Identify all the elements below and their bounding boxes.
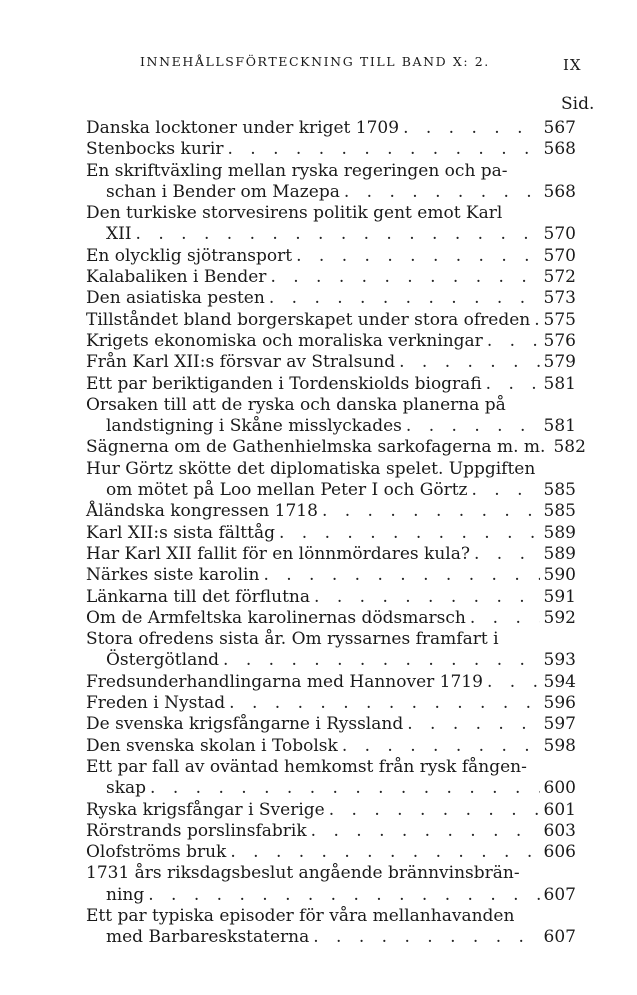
toc-entry-page: 591 bbox=[543, 586, 576, 607]
toc-entry-title: XII bbox=[106, 224, 132, 245]
dot-leader bbox=[471, 480, 539, 501]
toc-entry bbox=[86, 736, 576, 757]
toc-entry-page: 600 bbox=[543, 778, 576, 799]
toc-entry bbox=[86, 416, 576, 437]
page-column-label: Sid. bbox=[561, 94, 595, 114]
toc-entry-title: De svenska krigsfångarne i Ryssland bbox=[86, 714, 404, 735]
dot-leader bbox=[228, 139, 540, 160]
toc-entry-title: Närkes siste karolin bbox=[86, 565, 260, 586]
toc-entry-page: 607 bbox=[543, 884, 576, 905]
toc-entry bbox=[86, 182, 576, 203]
dot-leader bbox=[322, 501, 540, 522]
toc-entry-title: Orsaken till att de ryska och danska planerna på bbox=[86, 394, 506, 415]
dot-leader bbox=[229, 693, 539, 714]
dot-leader bbox=[470, 608, 540, 629]
dot-leader bbox=[313, 927, 539, 948]
toc-entry-title: med Barbareskstaterna bbox=[106, 927, 310, 948]
running-title: INNEHÅLLSFÖRTECKNING TILL BAND X: 2. bbox=[140, 54, 490, 69]
toc-entry bbox=[86, 352, 576, 373]
page-header bbox=[0, 48, 637, 78]
toc-entry bbox=[86, 331, 576, 352]
toc-entry-title: Fredsunderhandlingarna med Hannover 1719 bbox=[86, 671, 483, 692]
toc-entry-page: 582 bbox=[553, 437, 586, 458]
toc-entry bbox=[86, 374, 576, 395]
toc-entry-title: Olofströms bruk bbox=[86, 842, 227, 863]
toc-entry bbox=[86, 800, 576, 821]
dot-leader bbox=[269, 288, 540, 309]
toc-entry-title: Åländska kongressen 1718 bbox=[86, 501, 318, 522]
toc-entry-title: Stenbocks kurir bbox=[86, 139, 224, 160]
toc-entry-page: 589 bbox=[543, 543, 576, 564]
toc-entry bbox=[86, 480, 576, 501]
toc-entry-page: 568 bbox=[543, 139, 576, 160]
toc-entry bbox=[86, 267, 576, 288]
toc-entry-title: Kalabaliken i Bender bbox=[86, 267, 267, 288]
dot-leader bbox=[279, 523, 540, 544]
toc-entry-title: om mötet på Loo mellan Peter I och Görtz bbox=[106, 480, 468, 501]
toc-entry bbox=[86, 587, 576, 608]
toc-entry-title: Hur Görtz skötte det diplomatiska spelet. Uppgiften bbox=[86, 458, 536, 479]
toc-entry-title: Krigets ekonomiska och moraliska verkningar bbox=[86, 330, 483, 351]
dot-leader bbox=[314, 587, 540, 608]
dot-leader bbox=[534, 310, 539, 331]
toc-entry-page: 570 bbox=[543, 245, 576, 266]
toc-entry bbox=[86, 139, 576, 160]
toc-entry-title: Östergötland bbox=[106, 650, 220, 671]
toc-entry-title: Från Karl XII:s försvar av Stralsund bbox=[86, 352, 396, 373]
toc-entry-title: skap bbox=[106, 778, 147, 799]
toc-entry-title: En skriftväxling mellan ryska regeringen och pa- bbox=[86, 160, 508, 181]
toc-entry-title: Danska locktoner under kriget 1709 bbox=[86, 118, 400, 138]
toc-entry bbox=[86, 885, 576, 906]
toc-entry bbox=[86, 203, 576, 224]
toc-entry bbox=[86, 714, 576, 735]
toc-entry-page: 603 bbox=[543, 820, 576, 841]
toc-entry-title: Karl XII:s sista fälttåg bbox=[86, 522, 275, 543]
toc-entry-title: Sägnerna om de Gathenhielmska sarkofagerna m. m. bbox=[86, 437, 546, 458]
toc-entry-title: Den turkiske storvesirens politik gent emot Karl bbox=[86, 203, 503, 224]
toc-entry bbox=[86, 821, 576, 842]
toc-entry-page: 594 bbox=[543, 671, 576, 692]
toc-entry-title: Tillståndet bland borgerskapet under stora ofreden bbox=[86, 309, 531, 330]
toc-entry bbox=[86, 501, 576, 522]
toc-entry-page: 598 bbox=[543, 735, 576, 756]
toc-entry bbox=[86, 778, 576, 799]
toc-entry bbox=[86, 224, 576, 245]
toc-entry-page: 572 bbox=[543, 267, 576, 288]
toc-entry-title: Freden i Nystad bbox=[86, 693, 226, 714]
toc-entry bbox=[86, 523, 576, 544]
toc-entry bbox=[86, 906, 576, 927]
toc-entry-page: 570 bbox=[543, 224, 576, 245]
toc-entry bbox=[86, 672, 576, 693]
toc-entry-page: 593 bbox=[543, 650, 576, 671]
toc-entry bbox=[86, 863, 576, 884]
toc-entry bbox=[86, 650, 576, 671]
toc-entry bbox=[86, 608, 576, 629]
dot-leader bbox=[270, 267, 539, 288]
toc-entry-page: 585 bbox=[543, 501, 576, 522]
dot-leader bbox=[399, 352, 539, 373]
toc-entry-page: 592 bbox=[543, 607, 576, 628]
dot-leader bbox=[296, 246, 539, 267]
dot-leader bbox=[148, 885, 539, 906]
toc-entry-page: 568 bbox=[543, 181, 576, 202]
toc-entry bbox=[86, 544, 576, 565]
toc-entry-page: 575 bbox=[543, 309, 576, 330]
toc-entry-title: Länkarna till det förflutna bbox=[86, 586, 311, 607]
toc-entry-page: 590 bbox=[543, 565, 576, 586]
toc-entry bbox=[86, 118, 576, 139]
toc-entry-title: Ett par beriktiganden i Tordenskiolds biografi bbox=[86, 373, 482, 394]
toc-entry-page: 607 bbox=[543, 927, 576, 948]
toc-entry-title: schan i Bender om Mazepa bbox=[106, 181, 340, 202]
toc-entry bbox=[86, 629, 576, 650]
dot-leader bbox=[136, 224, 540, 245]
toc-entry-page: 589 bbox=[543, 522, 576, 543]
toc-entry-title: landstigning i Skåne misslyckades bbox=[106, 416, 402, 437]
dot-leader bbox=[487, 331, 540, 352]
toc-entry bbox=[86, 842, 576, 863]
dot-leader bbox=[344, 182, 540, 203]
toc-entry bbox=[86, 757, 576, 778]
toc-entry bbox=[86, 565, 576, 586]
toc-entry bbox=[86, 459, 576, 480]
toc-entry-page: 596 bbox=[543, 693, 576, 714]
dot-leader bbox=[263, 565, 539, 586]
table-of-contents bbox=[86, 118, 586, 949]
toc-entry-title: Ett par fall av oväntad hemkomst från rysk fången- bbox=[86, 756, 527, 777]
dot-leader bbox=[486, 374, 540, 395]
dot-leader bbox=[474, 544, 540, 565]
dot-leader bbox=[487, 672, 540, 693]
toc-entry bbox=[86, 693, 576, 714]
toc-entry-title: Har Karl XII fallit för en lönnmördares kula? bbox=[86, 543, 470, 564]
dot-leader bbox=[342, 736, 540, 757]
toc-entry-page: 601 bbox=[543, 799, 576, 820]
toc-entry bbox=[86, 395, 576, 416]
dot-leader bbox=[329, 800, 540, 821]
dot-leader bbox=[311, 821, 540, 842]
toc-entry bbox=[86, 246, 576, 267]
toc-entry-page: 606 bbox=[543, 842, 576, 863]
toc-entry-page: 576 bbox=[543, 330, 576, 351]
toc-entry bbox=[86, 927, 576, 948]
toc-entry-page: 579 bbox=[543, 352, 576, 373]
toc-entry-page: 585 bbox=[543, 480, 576, 501]
page-number: IX bbox=[563, 56, 582, 74]
toc-entry-title: Rörstrands porslinsfabrik bbox=[86, 820, 307, 841]
toc-entry-title: En olycklig sjötransport bbox=[86, 245, 293, 266]
toc-entry bbox=[86, 310, 576, 331]
toc-entry bbox=[86, 161, 576, 182]
toc-entry-page: 573 bbox=[543, 288, 576, 309]
toc-entry-page: 597 bbox=[543, 714, 576, 735]
toc-entry-title: Den asiatiska pesten bbox=[86, 288, 265, 309]
dot-leader bbox=[150, 778, 540, 799]
dot-leader bbox=[406, 416, 540, 437]
toc-entry-title: ning bbox=[106, 884, 145, 905]
toc-entry-title: Om de Armfeltska karolinernas dödsmarsch bbox=[86, 607, 466, 628]
toc-entry bbox=[86, 437, 586, 458]
toc-entry-page: 581 bbox=[543, 373, 576, 394]
dot-leader bbox=[407, 714, 539, 735]
toc-entry-page: 567 bbox=[543, 118, 576, 138]
toc-entry-page: 581 bbox=[543, 416, 576, 437]
toc-entry-title: Ett par typiska episoder för våra mellanhavanden bbox=[86, 905, 515, 926]
toc-entry-title: Ryska krigsfångar i Sverige bbox=[86, 799, 325, 820]
toc-entry bbox=[86, 288, 576, 309]
toc-entry-title: Stora ofredens sista år. Om ryssarnes framfart i bbox=[86, 629, 499, 650]
toc-entry-title: Den svenska skolan i Tobolsk bbox=[86, 735, 338, 756]
toc-entry-title: 1731 års riksdagsbeslut angående brännvinsbrän- bbox=[86, 863, 520, 884]
dot-leader bbox=[403, 118, 539, 139]
dot-leader bbox=[223, 650, 540, 671]
dot-leader bbox=[230, 842, 539, 863]
